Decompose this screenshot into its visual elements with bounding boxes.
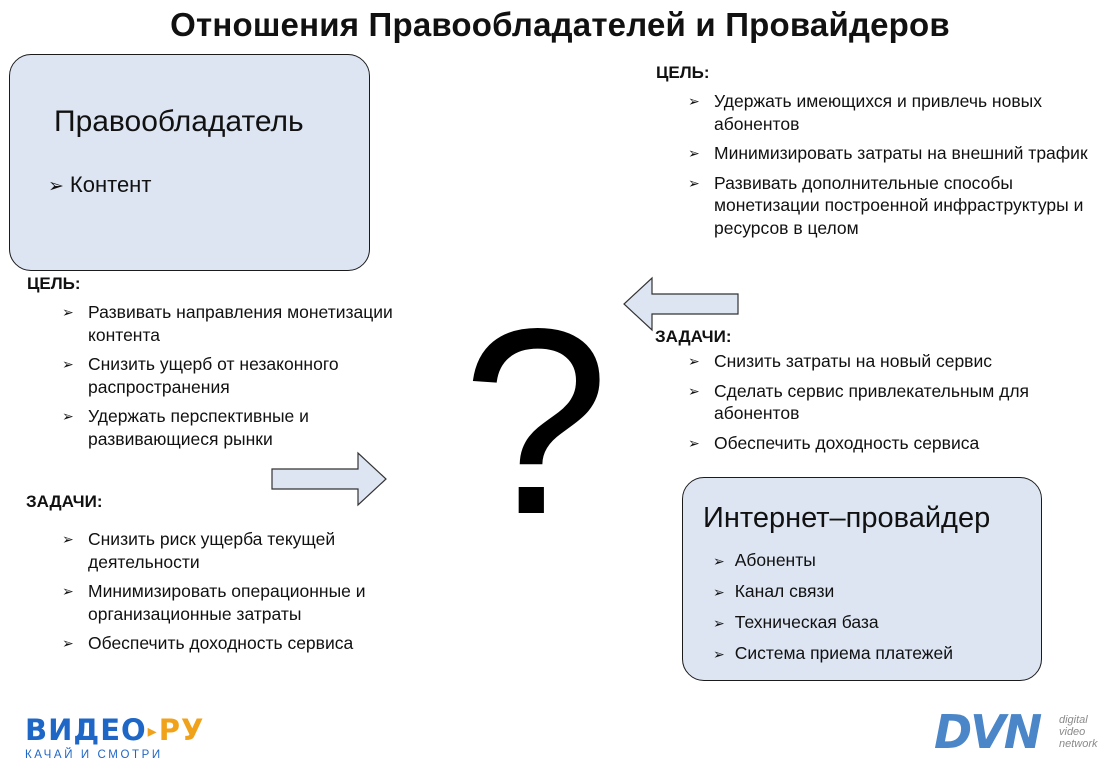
list-item: ➢ Удержать имеющихся и привлечь новых абонентов <box>688 91 1042 134</box>
list-item: ➢ Абоненты <box>713 550 816 570</box>
list-item: ➢ Снизить ущерб от незаконного распространения <box>62 354 339 397</box>
internet-provider-title: Интернет–провайдер <box>703 502 991 534</box>
bullet-arrow-icon: ➢ <box>713 646 725 662</box>
list-item: ➢ Минимизировать операционные и организационные затраты <box>62 581 366 624</box>
bullet-arrow-icon: ➢ <box>688 93 700 109</box>
bullet-arrow-icon: ➢ <box>62 583 74 599</box>
dvn-logo: DVN digital video network <box>934 705 1098 759</box>
bullet-arrow-icon: ➢ <box>688 353 700 369</box>
holder-goals-list <box>62 301 442 457</box>
list-item: ➢ Техническая база <box>713 612 879 632</box>
list-item: ➢ Снизить риск ущерба текущей деятельности <box>62 529 336 572</box>
bullet-arrow-icon: ➢ <box>713 584 725 600</box>
bullet-arrow-icon: ➢ <box>688 434 700 451</box>
question-mark: ? <box>462 274 610 570</box>
holder-tasks-heading: ЗАДАЧИ: <box>26 492 103 511</box>
internet-provider-box <box>682 477 1042 681</box>
bullet-arrow-icon: ➢ <box>62 531 74 547</box>
list-item: ➢ Сделать сервис привлекательным для абонентов <box>688 380 1029 423</box>
list-item: ➢ Развивать направления монетизации контента <box>62 302 393 345</box>
holder-goals-heading: ЦЕЛЬ: <box>27 274 81 293</box>
rights-holder-item: ➢ Контент <box>48 172 152 197</box>
list-item: ➢ Удержать перспективные и развивающиеся рынки <box>62 406 309 449</box>
list-item: ➢ Снизить затраты на новый сервис <box>688 351 993 371</box>
bullet-arrow-icon: ➢ <box>62 408 74 424</box>
list-item: ➢ Канал связи <box>713 581 835 601</box>
list-item: ➢ Обеспечить доходность сервиса <box>62 633 354 653</box>
provider-tasks-list <box>688 350 1088 461</box>
provider-tasks-heading: ЗАДАЧИ: <box>655 327 732 346</box>
video-ru-logo: ВИДЕО▸РУ КАЧАЙ И СМОТРИ <box>25 713 205 761</box>
provider-goals-list <box>688 90 1088 246</box>
internet-provider-list <box>713 548 953 672</box>
bullet-arrow-icon: ➢ <box>688 174 700 191</box>
bullet-arrow-icon: ➢ <box>62 635 74 651</box>
bullet-arrow-icon: ➢ <box>713 553 725 569</box>
list-item: ➢ Система приема платежей <box>713 643 954 663</box>
list-item: ➢ Развивать дополнительные способы монетизации построенной инфраструктуры и ресурсов в целом <box>688 172 1084 238</box>
bullet-arrow-icon: ➢ <box>62 356 74 372</box>
slide-title: Отношения Правообладателей и Провайдеров <box>170 6 950 43</box>
list-item: ➢ Минимизировать затраты на внешний трафик <box>688 143 1088 163</box>
bullet-arrow-icon: ➢ <box>688 145 700 161</box>
left-arrow-icon <box>620 275 742 333</box>
list-item: ➢ Обеспечить доходность сервиса <box>688 432 980 453</box>
provider-goals-heading: ЦЕЛЬ: <box>656 63 710 82</box>
bullet-arrow-icon: ➢ <box>688 382 700 399</box>
rights-holder-title: Правообладатель <box>54 105 304 138</box>
right-arrow-icon <box>270 450 390 508</box>
rights-holder-box <box>9 54 370 271</box>
bullet-arrow-icon: ➢ <box>48 176 64 197</box>
bullet-arrow-icon: ➢ <box>713 615 725 631</box>
bullet-arrow-icon: ➢ <box>62 304 74 320</box>
holder-tasks-list <box>62 528 442 662</box>
